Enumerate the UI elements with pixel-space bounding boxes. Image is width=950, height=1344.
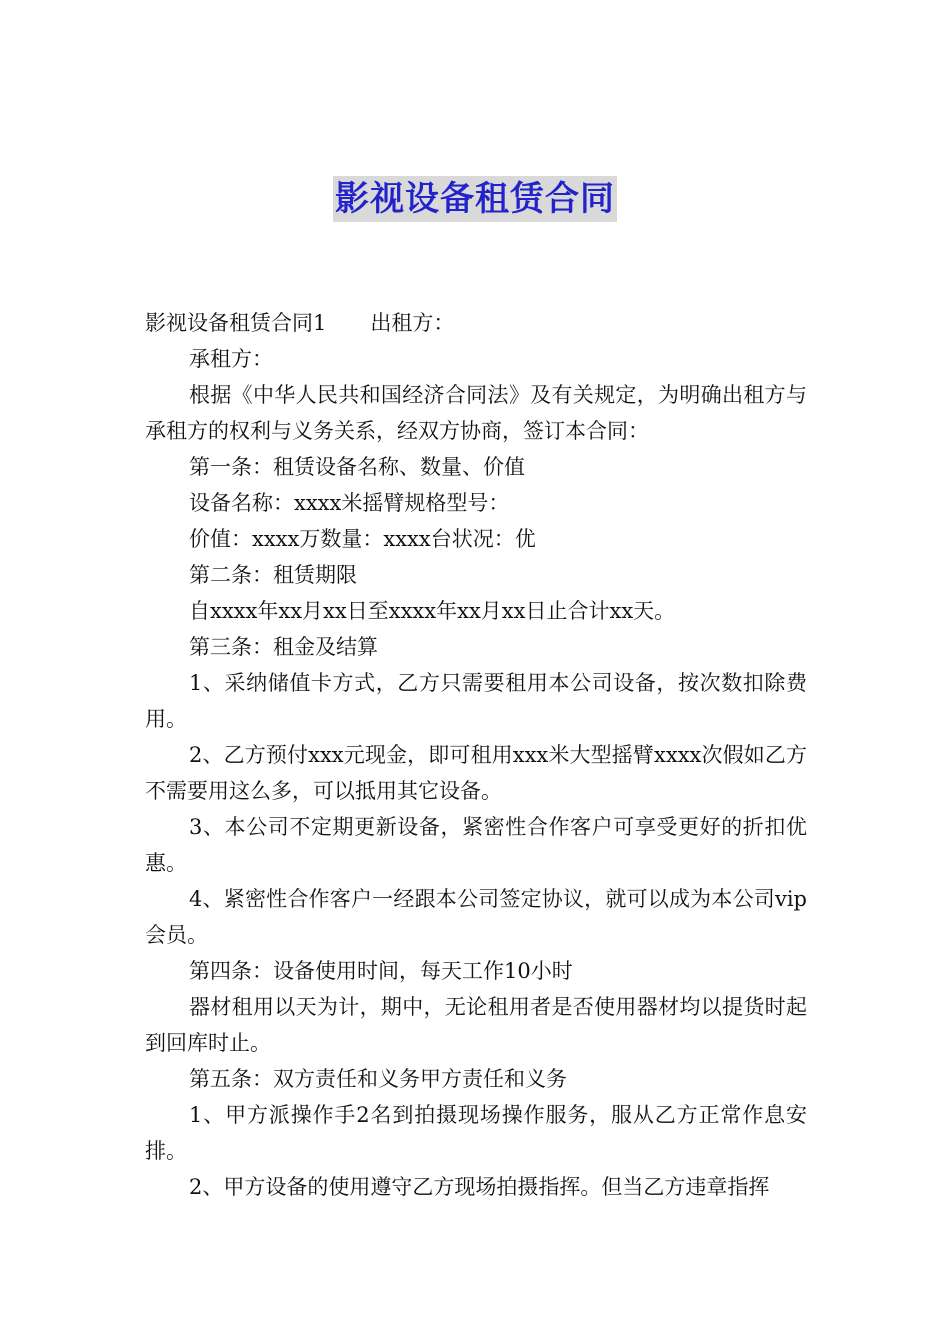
paragraph: 设备名称：xxxx米摇臂规格型号： [189,491,510,515]
paragraph: 第二条：租赁期限 [189,563,357,587]
paragraph: 第三条：租金及结算 [189,635,378,659]
paragraph: 根据《中华人民共和国经济合同法》及有关规定，为明确出租方与承租方的权利与义务关系，经双方协商，签订本合同： [145,383,807,443]
first-line [145,305,807,341]
paragraph: 第五条：双方责任和义务甲方责任和义务 [189,1067,567,1091]
paragraph: 2、乙方预付xxx元现金，即可租用xxx米大型摇臂xxxx次假如乙方不需要用这么多，可以抵用其它设备。 [145,743,807,803]
document-body [145,305,807,1205]
paragraph: 3、本公司不定期更新设备，紧密性合作客户可享受更好的折扣优惠。 [145,815,807,875]
paragraph: 1、采纳储值卡方式，乙方只需要租用本公司设备，按次数扣除费用。 [145,671,807,731]
paragraph: 器材租用以天为计，期中，无论租用者是否使用器材均以提货时起到回库时止。 [145,995,807,1055]
paragraph: 1、甲方派操作手2名到拍摄现场操作服务，服从乙方正常作息安排。 [145,1103,807,1163]
paragraph: 价值：xxxx万数量：xxxx台状况：优 [189,527,536,551]
paragraph: 2、甲方设备的使用遵守乙方现场拍摄指挥。但当乙方违章指挥 [189,1175,770,1199]
title-block [0,176,950,222]
paragraph: 4、紧密性合作客户一经跟本公司签定协议，就可以成为本公司vip会员。 [145,887,807,947]
paragraph: 自xxxx年xx月xx日至xxxx年xx月xx日止合计xx天。 [189,599,676,623]
contract-heading: 影视设备租赁合同1 [145,311,327,335]
paragraph: 承租方： [189,347,273,371]
paragraph: 第四条：设备使用时间，每天工作10小时 [189,959,573,983]
document-title: 影视设备租赁合同 [333,176,617,222]
paragraph: 第一条：租赁设备名称、数量、价值 [189,455,525,479]
lessor-label: 出租方： [370,311,455,335]
